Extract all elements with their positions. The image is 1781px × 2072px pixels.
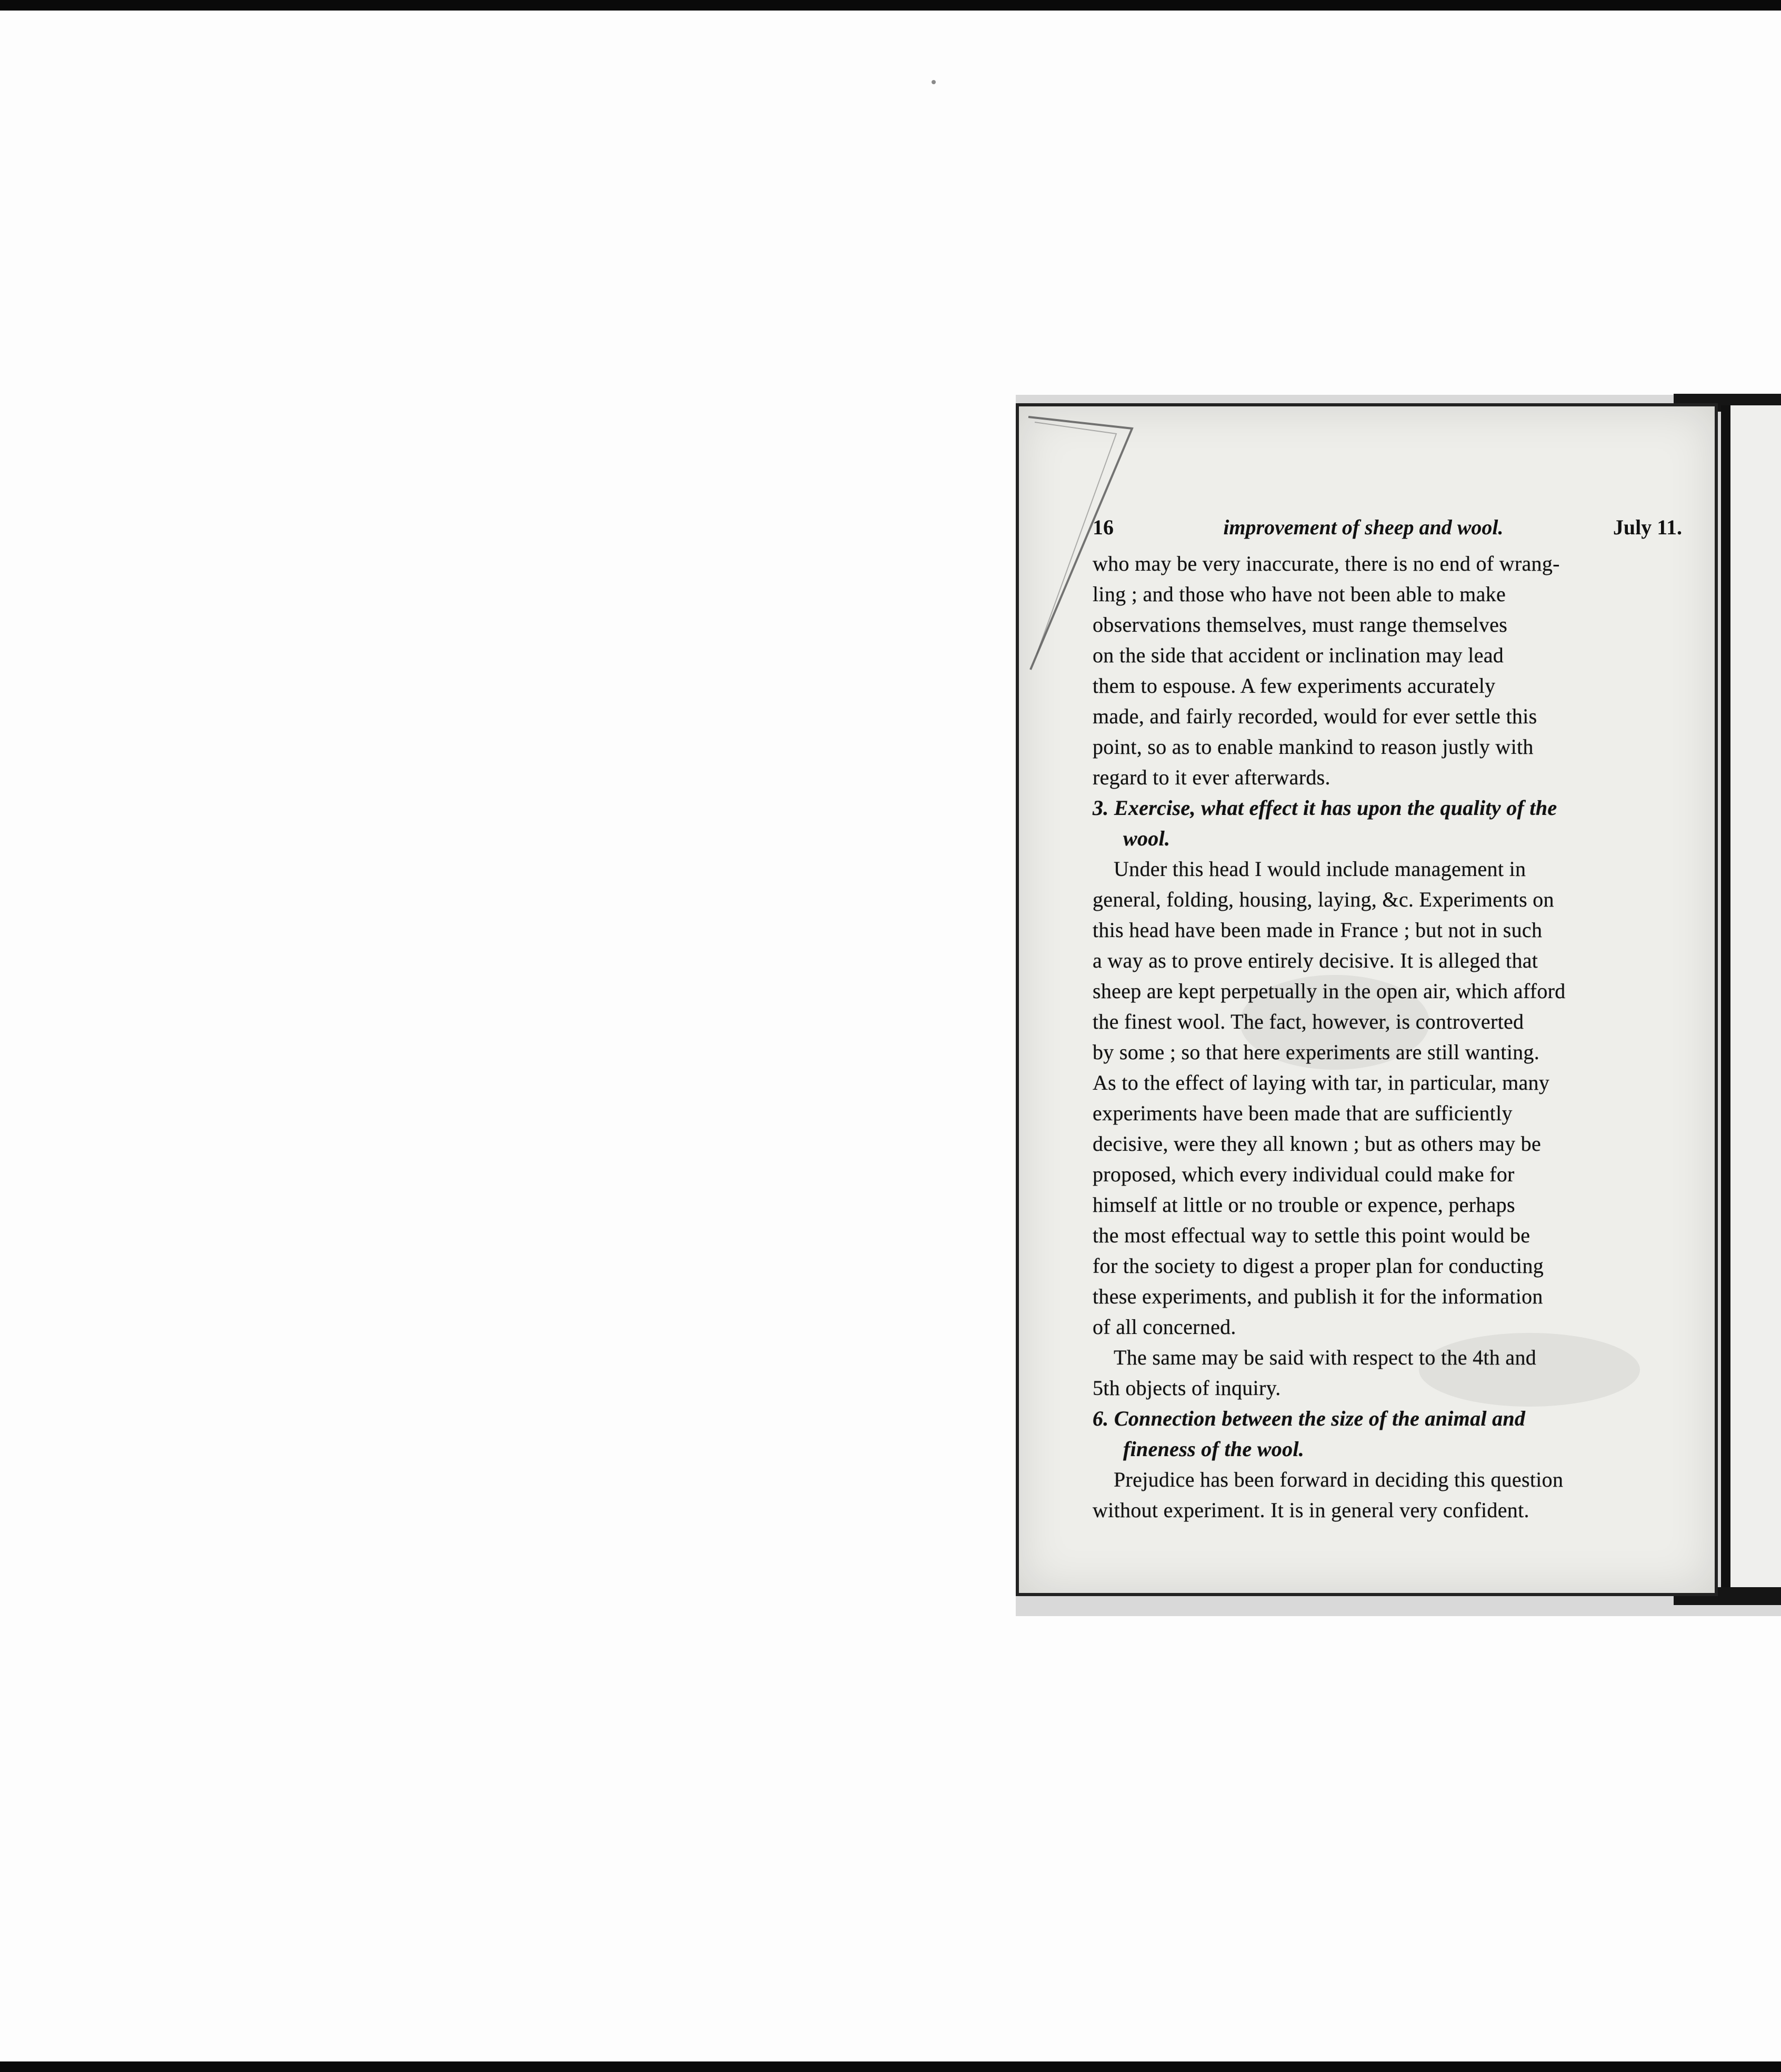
section-3-text-line: 5th objects of inquiry. (1093, 1376, 1281, 1400)
section-3-text-line: this head have been made in France ; but not in such (1093, 918, 1543, 942)
body-line: on the side that accident or inclination may lead (1093, 643, 1504, 667)
section-3-text-line: for the society to digest a proper plan for conducting (1093, 1254, 1544, 1278)
section-3-text-line: by some ; so that here experiments are still wanting. (1093, 1040, 1540, 1064)
body-line: point, so as to enable mankind to reason justly with (1093, 735, 1534, 759)
section-3-heading-continuation: wool. (1123, 826, 1170, 850)
book-page (1016, 403, 1718, 1596)
section-3-text-line: these experiments, and publish it for the information (1093, 1284, 1543, 1308)
section-3-text-line: The same may be said with respect to the 4th and (1114, 1346, 1537, 1369)
scan-top-border (0, 0, 1781, 11)
section-3-heading: 3. Exercise, what effect it has upon the quality of the (1093, 796, 1557, 820)
section-6-heading-continuation: fineness of the wool. (1123, 1437, 1305, 1461)
running-title: improvement of sheep and wool. (1223, 515, 1504, 539)
section-3-text-line: As to the effect of laying with tar, in particular, many (1093, 1071, 1550, 1094)
section-6-heading: 6. Connection between the size of the animal and (1093, 1407, 1526, 1430)
body-line: who may be very inaccurate, there is no end of wrang- (1093, 552, 1560, 575)
section-3-text-line: general, folding, housing, laying, &c. Experiments on (1093, 888, 1554, 911)
section-3-text-line: of all concerned. (1093, 1315, 1236, 1339)
body-line: regard to it ever afterwards. (1093, 765, 1330, 789)
body-line: ling ; and those who have not been able to make (1093, 582, 1506, 606)
body-line: observations themselves, must range themselves (1093, 613, 1508, 636)
body-line: made, and fairly recorded, would for ever settle this (1093, 704, 1537, 728)
section-3-text-line: Under this head I would include management in (1114, 857, 1526, 881)
page-number: 16 (1093, 515, 1114, 539)
facing-page-edge (1721, 405, 1781, 1592)
page-date: July 11. (1613, 515, 1682, 539)
page-text-block (1093, 549, 1682, 1526)
section-3-text-line: decisive, were they all known ; but as others may be (1093, 1132, 1542, 1155)
section-3-text-line: a way as to prove entirely decisive. It is alleged that (1093, 949, 1538, 972)
section-6-text-line: Prejudice has been forward in deciding this question (1114, 1468, 1564, 1491)
section-3-text-line: the finest wool. The fact, however, is controverted (1093, 1010, 1524, 1033)
section-3-text-line: sheep are kept perpetually in the open air, which afford (1093, 979, 1566, 1003)
section-3-text-line: himself at little or no trouble or expence, perhaps (1093, 1193, 1515, 1217)
scan-bottom-border (0, 2061, 1781, 2072)
section-6-text-line: without experiment. It is in general very confident. (1093, 1498, 1529, 1522)
section-3-text-line: experiments have been made that are sufficiently (1093, 1101, 1513, 1125)
section-3-text-line: proposed, which every individual could make for (1093, 1162, 1515, 1186)
running-head (1093, 512, 1682, 543)
body-line: them to espouse. A few experiments accurately (1093, 674, 1496, 698)
scan-speck (932, 80, 936, 84)
section-3-text-line: the most effectual way to settle this point would be (1093, 1223, 1530, 1247)
